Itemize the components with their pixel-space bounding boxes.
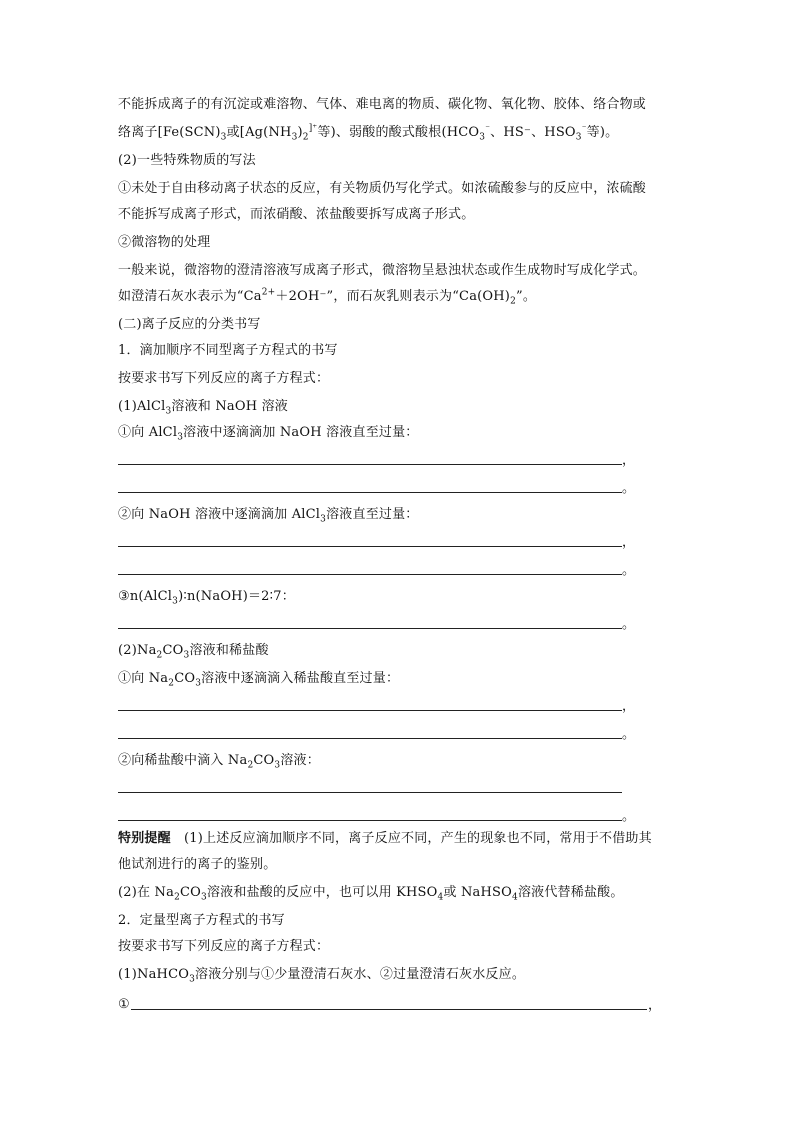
question-line: ①向 $Na_2CO_3$溶液中逐滴滴入稀盐酸直至过量： xyxy=(118,671,400,689)
period-mark: 。 xyxy=(622,809,636,824)
text-line: 如澄清石灰水表示为“$Ca^{2+}+2OH^-$”，而石灰乳则表示为“$Ca(OH)_2$”。 xyxy=(118,287,537,307)
item-marker: ① xyxy=(118,997,130,1012)
tip-line: 特别提醒 (1)上述反应滴加顺序不同，离子反应不同，产生的现象也不同，常用于不借助其 xyxy=(118,831,652,846)
section-heading: 1．滴加顺序不同型离子方程式的书写 xyxy=(118,343,338,358)
question-line: ③n(AlCl$_3$)∶n(NaOH)＝2∶7： xyxy=(118,589,295,607)
text-line: 他试剂进行的离子的鉴别。 xyxy=(118,857,277,872)
answer-line[interactable] xyxy=(118,628,622,629)
comma-mark: ， xyxy=(622,453,636,468)
section-heading: 2．定量型离子方程式的书写 xyxy=(118,913,285,928)
text-line: 不能拆写成离子形式，而浓硝酸、浓盐酸要拆写成离子形式。 xyxy=(118,207,475,222)
question-heading: $(2)Na_2CO_3$溶液和稀盐酸 xyxy=(118,643,269,661)
question-line: ①向 AlCl$_3$溶液中逐滴滴加 NaOH 溶液直至过量： xyxy=(118,425,419,443)
answer-line[interactable] xyxy=(131,1009,647,1010)
section-heading: (2)一些特殊物质的写法 xyxy=(118,153,256,168)
answer-line[interactable] xyxy=(118,738,622,739)
text-line: ①未处于自由移动离子状态的反应，有关物质仍写化学式。如浓硫酸参与的反应中，浓硫酸 xyxy=(118,181,647,196)
question-heading: (1)NaHCO$_3$溶液分别与①少量澄清石灰水、②过量澄清石灰水反应。 xyxy=(118,967,526,985)
comma-mark: ， xyxy=(648,998,662,1013)
answer-line[interactable] xyxy=(118,546,622,547)
text-line: ②微溶物的处理 xyxy=(118,235,211,250)
text-line: 络离子[$Fe(SCN)_3$或[$Ag(NH_3)_2^{]^+}$等)、弱酸的酸式酸根($HCO_3^{^-}$、HS⁻、$HSO_3^{^-}$等)。 xyxy=(118,123,619,143)
answer-line[interactable] xyxy=(118,492,622,493)
question-line: ②向 NaOH 溶液中逐滴滴加 AlCl$_3$溶液直至过量： xyxy=(118,507,419,525)
question-heading: (1)AlCl$_3$溶液和 NaOH 溶液 xyxy=(118,399,288,417)
tip-label: 特别提醒 xyxy=(118,831,171,846)
answer-line[interactable] xyxy=(118,820,622,821)
question-line: ②向稀盐酸中滴入 $Na_2CO_3$溶液： xyxy=(118,753,320,771)
answer-line[interactable] xyxy=(118,464,622,465)
answer-line[interactable] xyxy=(118,710,622,711)
text-line: 不能拆成离子的有沉淀或难溶物、气体、难电离的物质、碳化物、氧化物、胶体、络合物或 xyxy=(118,97,647,112)
period-mark: 。 xyxy=(622,727,636,742)
comma-mark: ， xyxy=(622,699,636,714)
period-mark: 。 xyxy=(622,617,636,632)
text-line: 按要求书写下列反应的离子方程式： xyxy=(118,371,330,386)
section-heading: (二)离子反应的分类书写 xyxy=(118,317,261,332)
text-line: (2)在 $Na_2CO_3$溶液和盐酸的反应中，也可以用 $KHSO_4$或 NaHSO$_4$溶液代替稀盐酸。 xyxy=(118,885,624,903)
answer-line[interactable] xyxy=(118,792,622,793)
comma-mark: ， xyxy=(622,535,636,550)
text-line: 按要求书写下列反应的离子方程式： xyxy=(118,939,330,954)
period-mark: 。 xyxy=(622,481,636,496)
period-mark: 。 xyxy=(622,563,636,578)
answer-line[interactable] xyxy=(118,574,622,575)
text-line: 一般来说，微溶物的澄清溶液写成离子形式，微溶物呈悬浊状态或作生成物时写成化学式。 xyxy=(118,263,647,278)
